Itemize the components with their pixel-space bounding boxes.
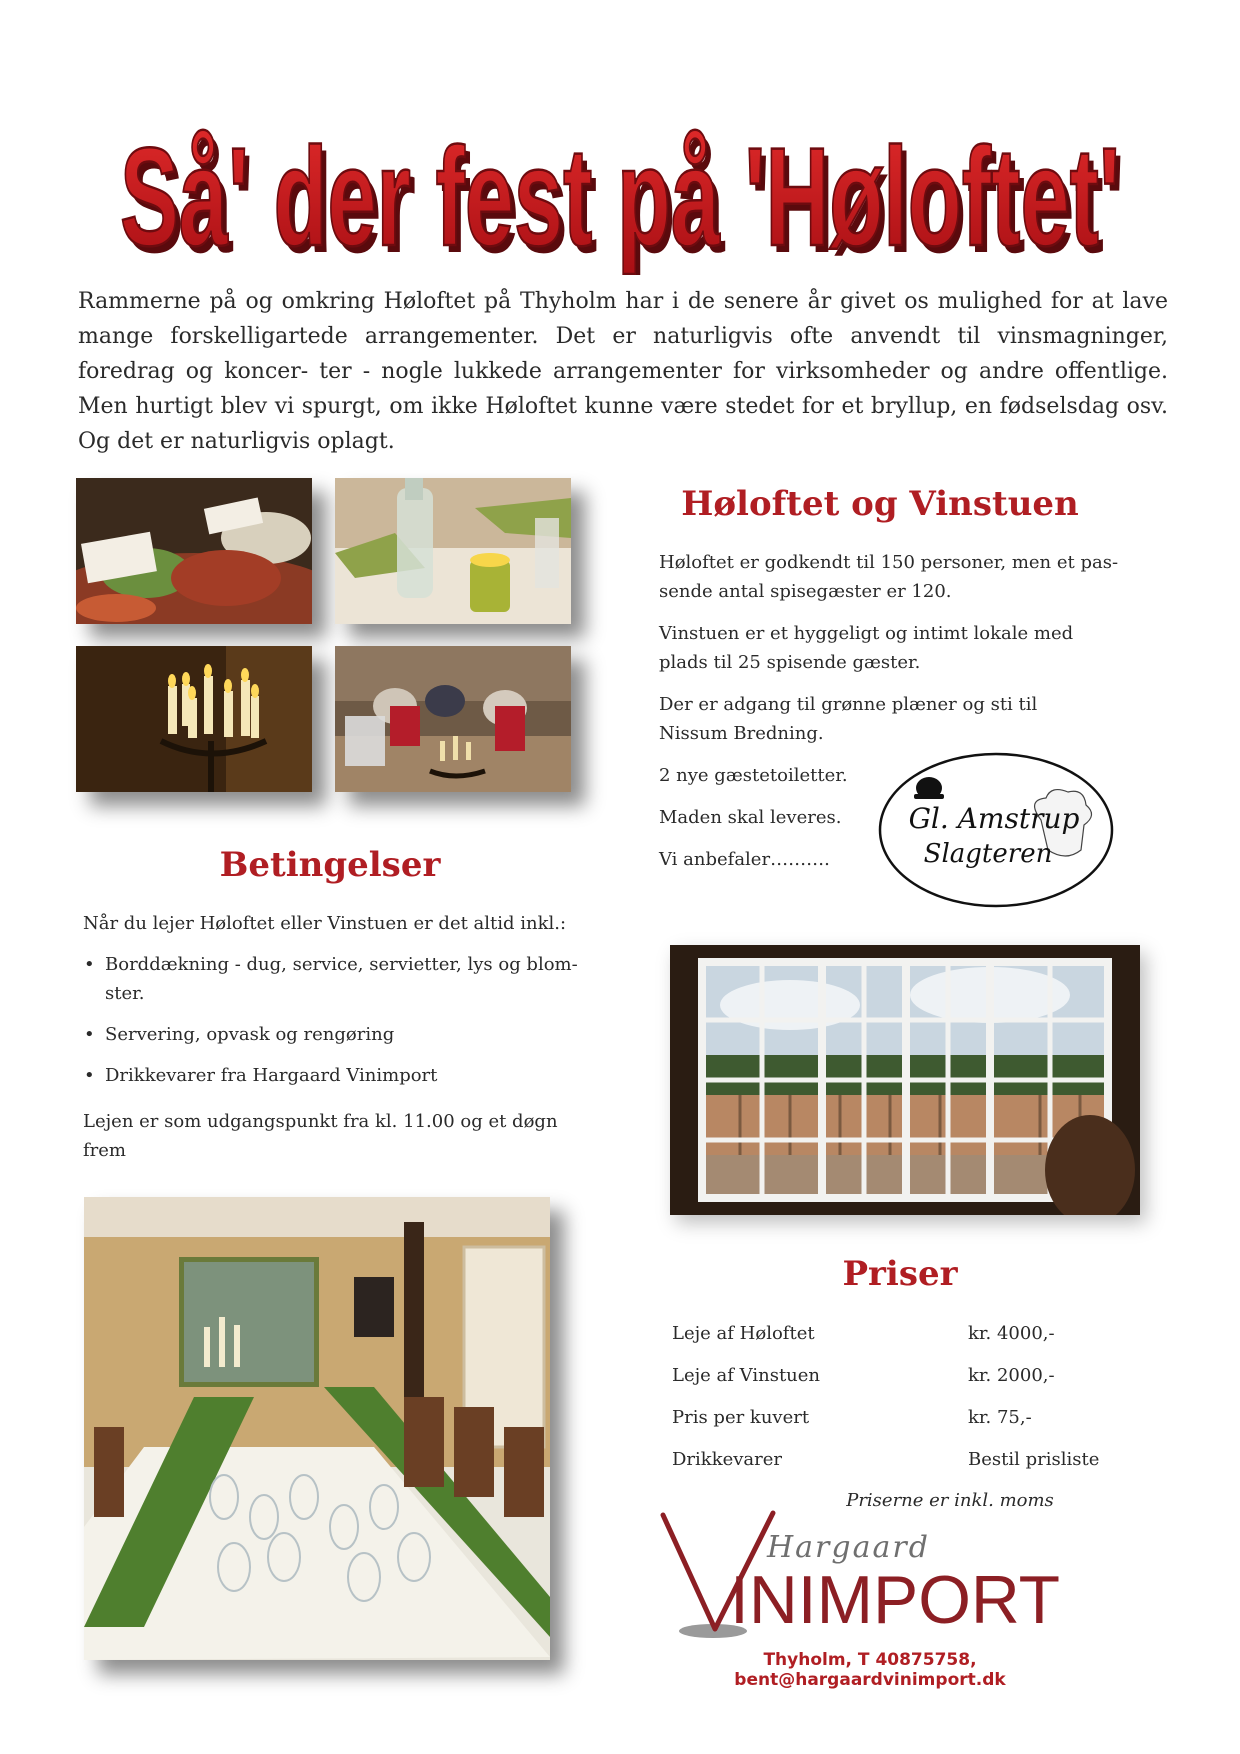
conditions-note: Lejen er som udgangspunkt fra kl. 11.00 og et døgn frem	[83, 1111, 558, 1161]
price-label: Drikkevarer	[672, 1448, 783, 1470]
bottle-candle-photo	[335, 478, 571, 624]
brand-logo-script: Hargaard	[767, 1530, 930, 1565]
contact-footer: Thyholm, T 40875758, bent@hargaardvinimport.dk	[734, 1650, 1006, 1690]
price-label: Pris per kuvert	[672, 1406, 810, 1428]
table-row	[672, 1354, 1099, 1396]
venue-paragraph-3: Der er adgang til grønne plæner og sti til Nissum Bredning.	[659, 694, 1038, 744]
table-row	[672, 1396, 1099, 1438]
prices-heading: Priser	[842, 1254, 958, 1294]
price-value: Bestil prisliste	[968, 1448, 1100, 1470]
hargaard-vinimport-logo	[655, 1505, 1075, 1645]
page-headline	[60, 85, 1180, 275]
headline-shadow: Så' der fest på 'Høloftet'	[125, 125, 1126, 275]
venue-paragraph-4: 2 nye gæstetoiletter.	[659, 765, 848, 786]
venue-paragraph-2: Vinstuen er et hyggeligt og intimt lokale med plads til 25 spisende gæster.	[659, 623, 1074, 673]
conditions-lead: Når du lejer Høloftet eller Vinstuen er det altid inkl.:	[83, 913, 567, 934]
butcher-logo-line1: Gl. Amstrup	[908, 802, 1080, 835]
table-row	[672, 1312, 1099, 1354]
price-label: Leje af Vinstuen	[672, 1364, 821, 1386]
price-value: kr. 4000,-	[968, 1322, 1055, 1344]
price-table	[672, 1312, 1099, 1480]
venue-paragraph-1: Høloftet er godkendt til 150 personer, men et pas- sende antal spisegæster er 120.	[659, 552, 1119, 602]
candelabra-photo	[76, 646, 312, 792]
venue-paragraph-6: Vi anbefaler……….	[659, 849, 830, 870]
price-value: kr. 75,-	[968, 1406, 1032, 1428]
prices-note: Priserne er inkl. moms	[846, 1490, 1054, 1511]
brand-logo-word: INIMPORT	[730, 1562, 1060, 1638]
price-label: Leje af Høloftet	[672, 1322, 815, 1344]
banquet-table-photo	[84, 1197, 550, 1660]
headline-text: Så' der fest på 'Høloftet'	[120, 118, 1121, 275]
table-row	[672, 1438, 1099, 1480]
venue-heading: Høloftet og Vinstuen	[681, 484, 1079, 524]
intro-paragraph: Rammerne på og omkring Høloftet på Thyholm har i de senere år givet os mulighed for at lave mange forskelligartede arrangementer. Det er naturligvis ofte anvendt til vinsmagninger, foredrag og koncer- ter - nogle lukkede arrangementer for virksomheder og andre offentlige. Men hurtigt blev vi spurgt, om ikke Høloftet kunne være stedet for et bryllup, en fødselsdag osv. Og det er naturligvis oplagt.	[78, 289, 1168, 454]
butcher-logo	[876, 750, 1116, 910]
buffet-photo	[76, 478, 312, 624]
price-value: kr. 2000,-	[968, 1364, 1055, 1386]
list-item: • Drikkevarer fra Hargaard Vinimport	[78, 1061, 578, 1090]
butcher-logo-line2: Slagteren	[923, 839, 1053, 869]
dining-hall-photo	[335, 646, 571, 792]
conditions-list	[78, 950, 578, 1102]
conditions-heading: Betingelser	[219, 845, 441, 885]
list-item: • Servering, opvask og rengøring	[78, 1020, 578, 1049]
list-item: • Borddækning - dug, service, servietter, lys og blom- ster.	[78, 950, 578, 1008]
balcony-doors-photo	[670, 945, 1140, 1215]
venue-paragraph-5: Maden skal leveres.	[659, 807, 842, 828]
